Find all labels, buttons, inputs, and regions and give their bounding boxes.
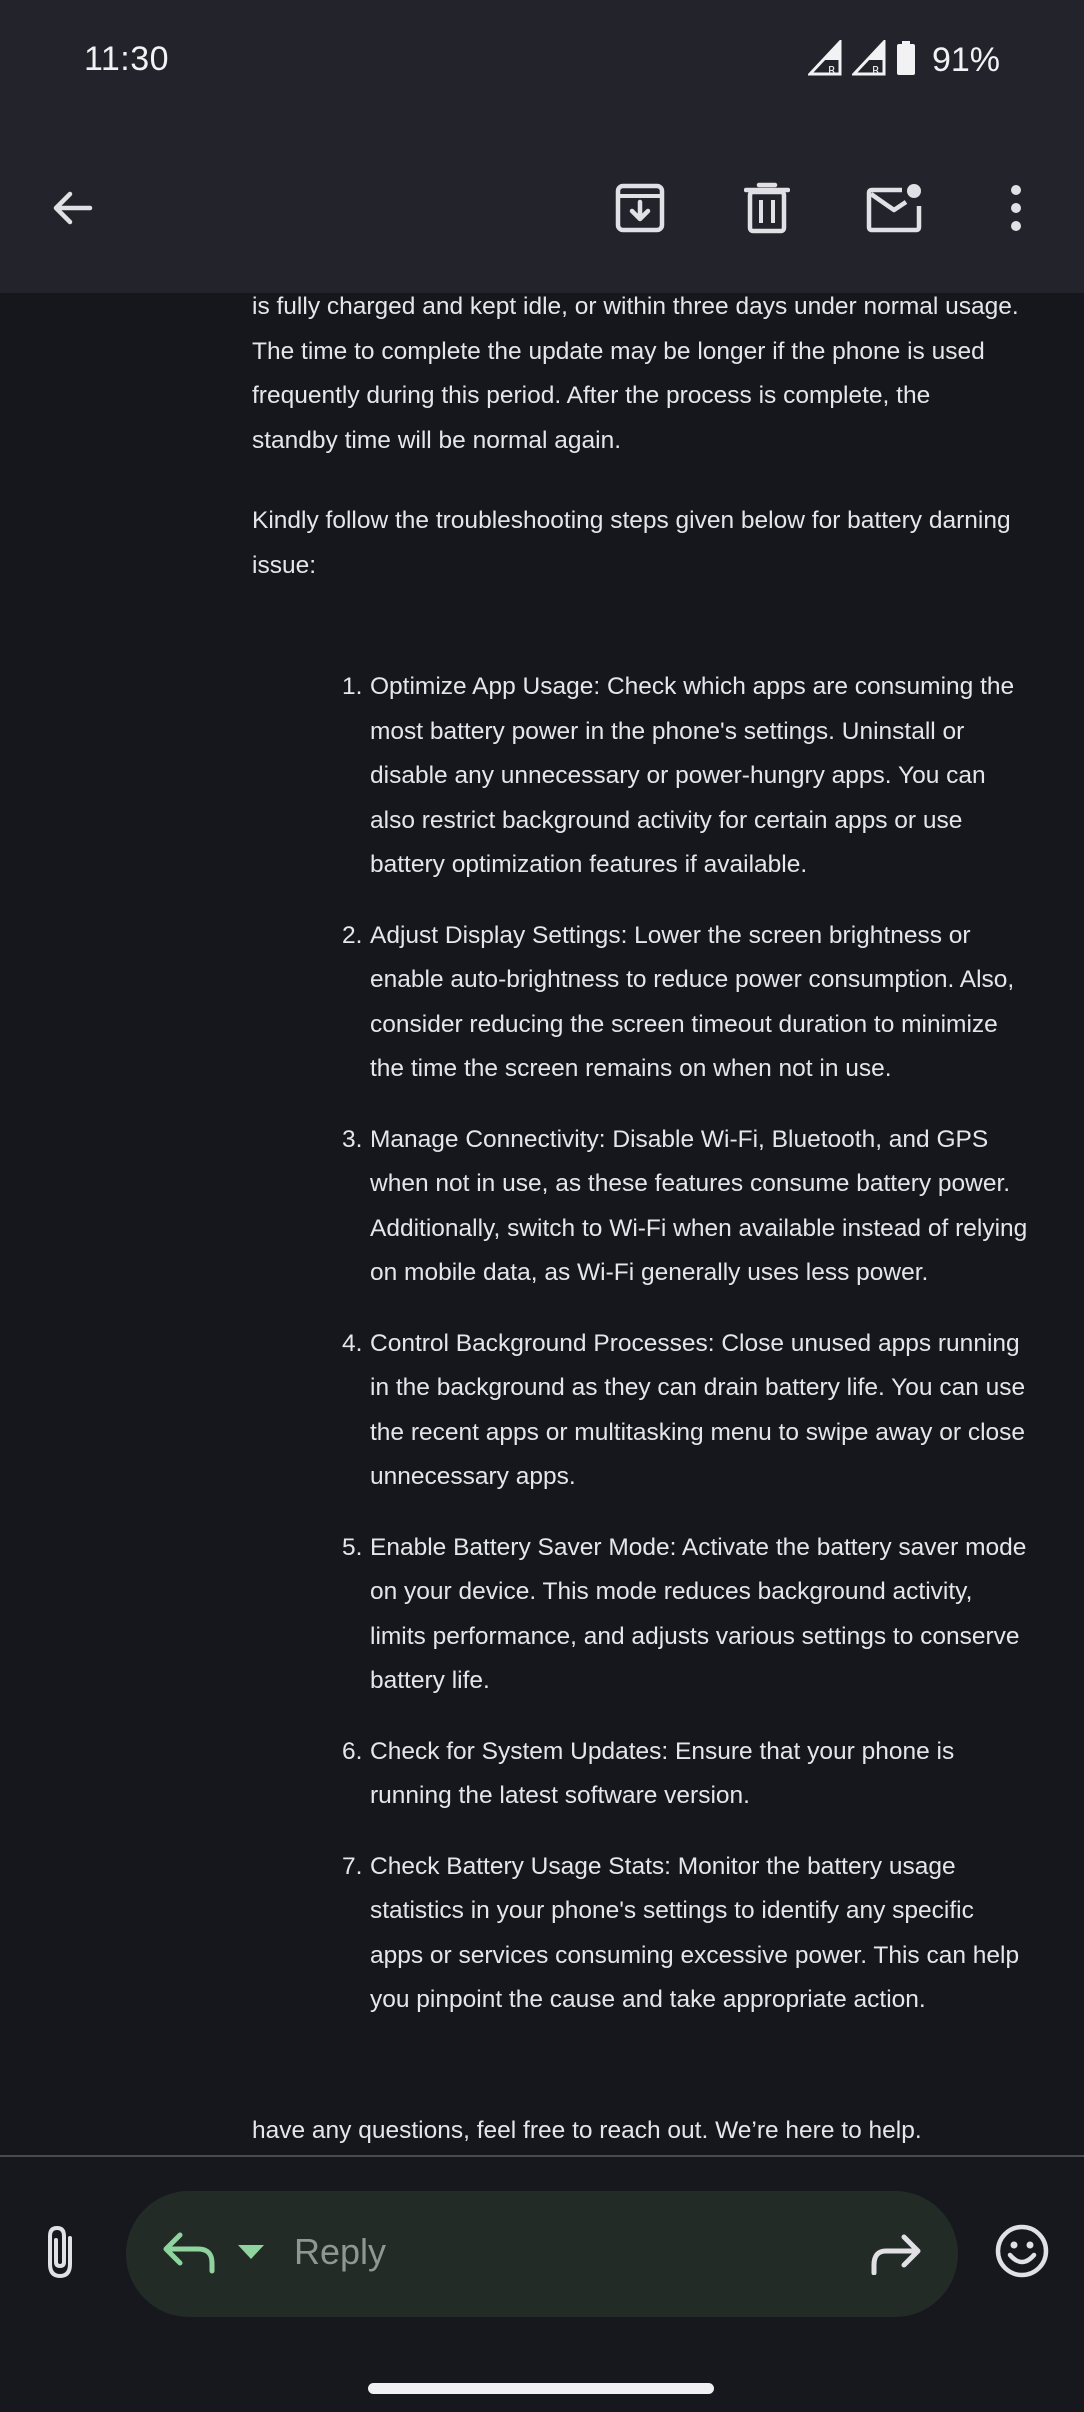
more-options-button[interactable] [976, 170, 1056, 250]
mail-unread-icon [866, 182, 924, 239]
svg-text:R: R [871, 64, 880, 76]
more-vert-icon [1008, 184, 1024, 237]
email-body [0, 293, 1084, 2155]
reply-bar [0, 2157, 1084, 2412]
intro-line: frequently during this period. After the process is complete, the [252, 382, 931, 409]
svg-text:R: R [827, 64, 836, 76]
intro-paragraph [252, 293, 1022, 463]
reply-icon[interactable] [162, 2229, 216, 2280]
attach-button[interactable] [20, 2214, 100, 2294]
archive-button[interactable] [600, 170, 680, 250]
forward-icon[interactable] [870, 2231, 922, 2280]
delete-button[interactable] [727, 170, 807, 250]
status-time: 11:30 [84, 40, 170, 78]
reply-placeholder: Reply [294, 2231, 387, 2272]
intro-line: is fully charged and kept idle, or within three days under normal usage. [252, 293, 1019, 320]
follow-paragraph: Kindly follow the troubleshooting steps given below for battery darning issue: [252, 507, 1011, 579]
emoji-icon [994, 2223, 1050, 2284]
trash-icon [744, 182, 790, 239]
list-item: 3. Manage Connectivity: Disable Wi-Fi, Bluetooth, and GPS when not in use, as these features consume battery power. Additionally, switch to Wi-Fi when available instead of relying on mobile data, as Wi-Fi generally uses less power. [342, 1125, 1028, 1286]
reply-options-dropdown-icon[interactable] [238, 2245, 264, 2266]
reply-field[interactable] [126, 2191, 958, 2317]
home-indicator[interactable] [368, 2383, 714, 2394]
list-item: 2. Adjust Display Settings: Lower the screen brightness or enable auto-brightness to reduce power consumption. Also, consider reducing the screen timeout duration to minimize the time the screen remains on when not in use. [342, 921, 1015, 1082]
mark-unread-button[interactable] [855, 170, 935, 250]
battery-percent: 91% [931, 41, 1000, 79]
battery-icon [896, 40, 916, 81]
list-item: 7. Check Battery Usage Stats: Monitor the battery usage statistics in your phone's settings to identify any specific apps or services consuming excessive power. This can help you pinpoint the cause and take appropriate action. [342, 1852, 1020, 2013]
list-item: 6. Check for System Updates: Ensure that your phone is running the latest software version. [342, 1737, 955, 1809]
back-button[interactable] [32, 170, 112, 250]
paperclip-icon [42, 2224, 78, 2285]
list-item: 4. Control Background Processes: Close unused apps running in the background as they can drain battery life. You can use the recent apps or multitasking menu to swipe away or close unnecessary apps. [342, 1329, 1026, 1490]
intro-line: standby time will be normal again. [252, 426, 622, 454]
emoji-button[interactable] [982, 2213, 1062, 2293]
signal-icon [808, 40, 842, 81]
back-arrow-icon [48, 184, 96, 237]
list-item: 5. Enable Battery Saver Mode: Activate the battery saver mode on your device. This mode reduces background activity, limits performance, and adjusts various settings to conserve battery life. [342, 1533, 1027, 1694]
archive-icon [614, 182, 666, 239]
troubleshooting-steps [342, 665, 1030, 2049]
status-icons [808, 40, 1000, 81]
list-item: 1. Optimize App Usage: Check which apps are consuming the most battery power in the phone's settings. Uninstall or disable any unnecessary or power-hungry apps. You can also restrict background activity for certain apps or use battery optimization features if available. [342, 673, 1015, 878]
intro-line: The time to complete the update may be longer if the phone is used [252, 337, 985, 365]
status-bar [0, 0, 1084, 130]
closing-paragraph: have any questions, feel free to reach out. We’re here to help. [252, 2117, 922, 2144]
top-app-bar [0, 130, 1084, 293]
signal-icon-secondary [852, 40, 886, 81]
